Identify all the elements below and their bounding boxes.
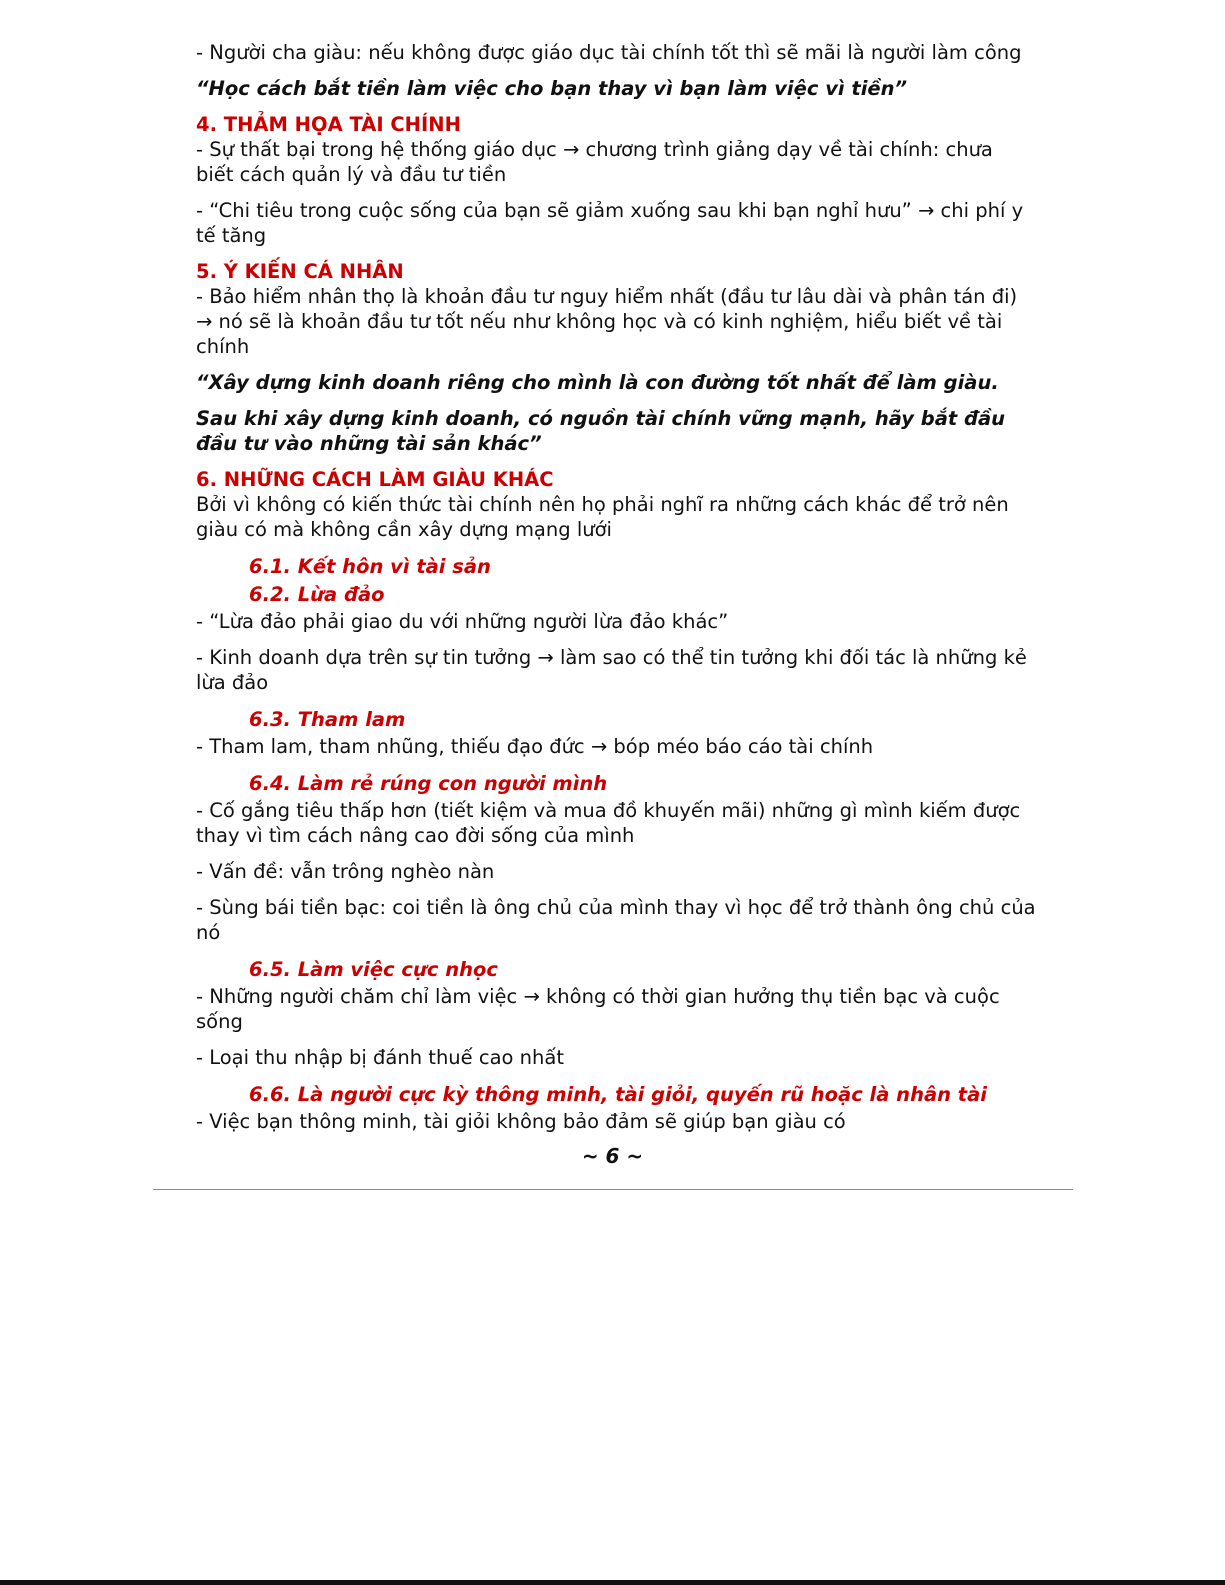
subheading-6-2: 6.2. Lừa đảo (249, 583, 385, 606)
paragraph: - Tham lam, tham nhũng, thiếu đạo đức → bóp méo báo cáo tài chính (196, 735, 874, 758)
paragraph: Bởi vì không có kiến thức tài chính nên họ phải nghĩ ra những cách khác để trở nên giàu có mà không cần xây dựng mạng lưới (196, 493, 1009, 541)
paragraph: - “Chi tiêu trong cuộc sống của bạn sẽ giảm xuống sau khi bạn nghỉ hưu” → chi phí y tế tăng (196, 199, 1024, 247)
subheading-6-1: 6.1. Kết hôn vì tài sản (249, 555, 491, 578)
paragraph: - Cố gắng tiêu thấp hơn (tiết kiệm và mua đồ khuyến mãi) những gì mình kiếm được thay vì tìm cách nâng cao đời sống của mình (196, 799, 1021, 847)
footer-divider (153, 1189, 1073, 1190)
quote: “Xây dựng kinh doanh riêng cho mình là con đường tốt nhất để làm giàu. (196, 371, 999, 394)
section-heading-4: 4. THẢM HỌA TÀI CHÍNH (196, 113, 461, 136)
paragraph: - Vấn đề: vẫn trông nghèo nàn (196, 860, 495, 883)
paragraph: - Kinh doanh dựa trên sự tin tưởng → làm sao có thể tin tưởng khi đối tác là những kẻ lừa đảo (196, 646, 1027, 694)
paragraph: - Những người chăm chỉ làm việc → không có thời gian hưởng thụ tiền bạc và cuộc sống (196, 985, 1000, 1033)
page-number: ~ 6 ~ (581, 1144, 644, 1168)
paragraph: - Người cha giàu: nếu không được giáo dục tài chính tốt thì sẽ mãi là người làm công (196, 41, 1022, 64)
page-content (196, 40, 1036, 1145)
paragraph: - Sự thất bại trong hệ thống giáo dục → chương trình giảng dạy về tài chính: chưa biết cách quản lý và đầu tư tiền (196, 138, 993, 186)
subheading-6-3: 6.3. Tham lam (249, 708, 406, 731)
quote: Sau khi xây dựng kinh doanh, có nguồn tài chính vững mạnh, hãy bắt đầu đầu tư vào những tài sản khác” (196, 407, 1005, 455)
paragraph: - Loại thu nhập bị đánh thuế cao nhất (196, 1046, 564, 1069)
section-heading-6: 6. NHỮNG CÁCH LÀM GIÀU KHÁC (196, 468, 554, 491)
section-heading-5: 5. Ý KIẾN CÁ NHÂN (196, 260, 404, 283)
paragraph: - Việc bạn thông minh, tài giỏi không bảo đảm sẽ giúp bạn giàu có (196, 1110, 846, 1133)
subheading-6-5: 6.5. Làm việc cực nhọc (249, 958, 498, 981)
quote: “Học cách bắt tiền làm việc cho bạn thay vì bạn làm việc vì tiền” (196, 77, 908, 100)
paragraph: - Bảo hiểm nhân thọ là khoản đầu tư nguy hiểm nhất (đầu tư lâu dài và phân tán đi) → nó sẽ là khoản đầu tư tốt nếu như không học và có kinh nghiệm, hiểu biết về tài chính (196, 285, 1018, 358)
paragraph: - “Lừa đảo phải giao du với những người lừa đảo khác” (196, 610, 729, 633)
paragraph: - Sùng bái tiền bạc: coi tiền là ông chủ của mình thay vì học để trở thành ông chủ của nó (196, 896, 1036, 944)
subheading-6-6: 6.6. Là người cực kỳ thông minh, tài giỏi, quyến rũ hoặc là nhân tài (249, 1083, 987, 1106)
bottom-edge-bar (0, 1580, 1225, 1585)
subheading-6-4: 6.4. Làm rẻ rúng con người mình (249, 772, 608, 795)
